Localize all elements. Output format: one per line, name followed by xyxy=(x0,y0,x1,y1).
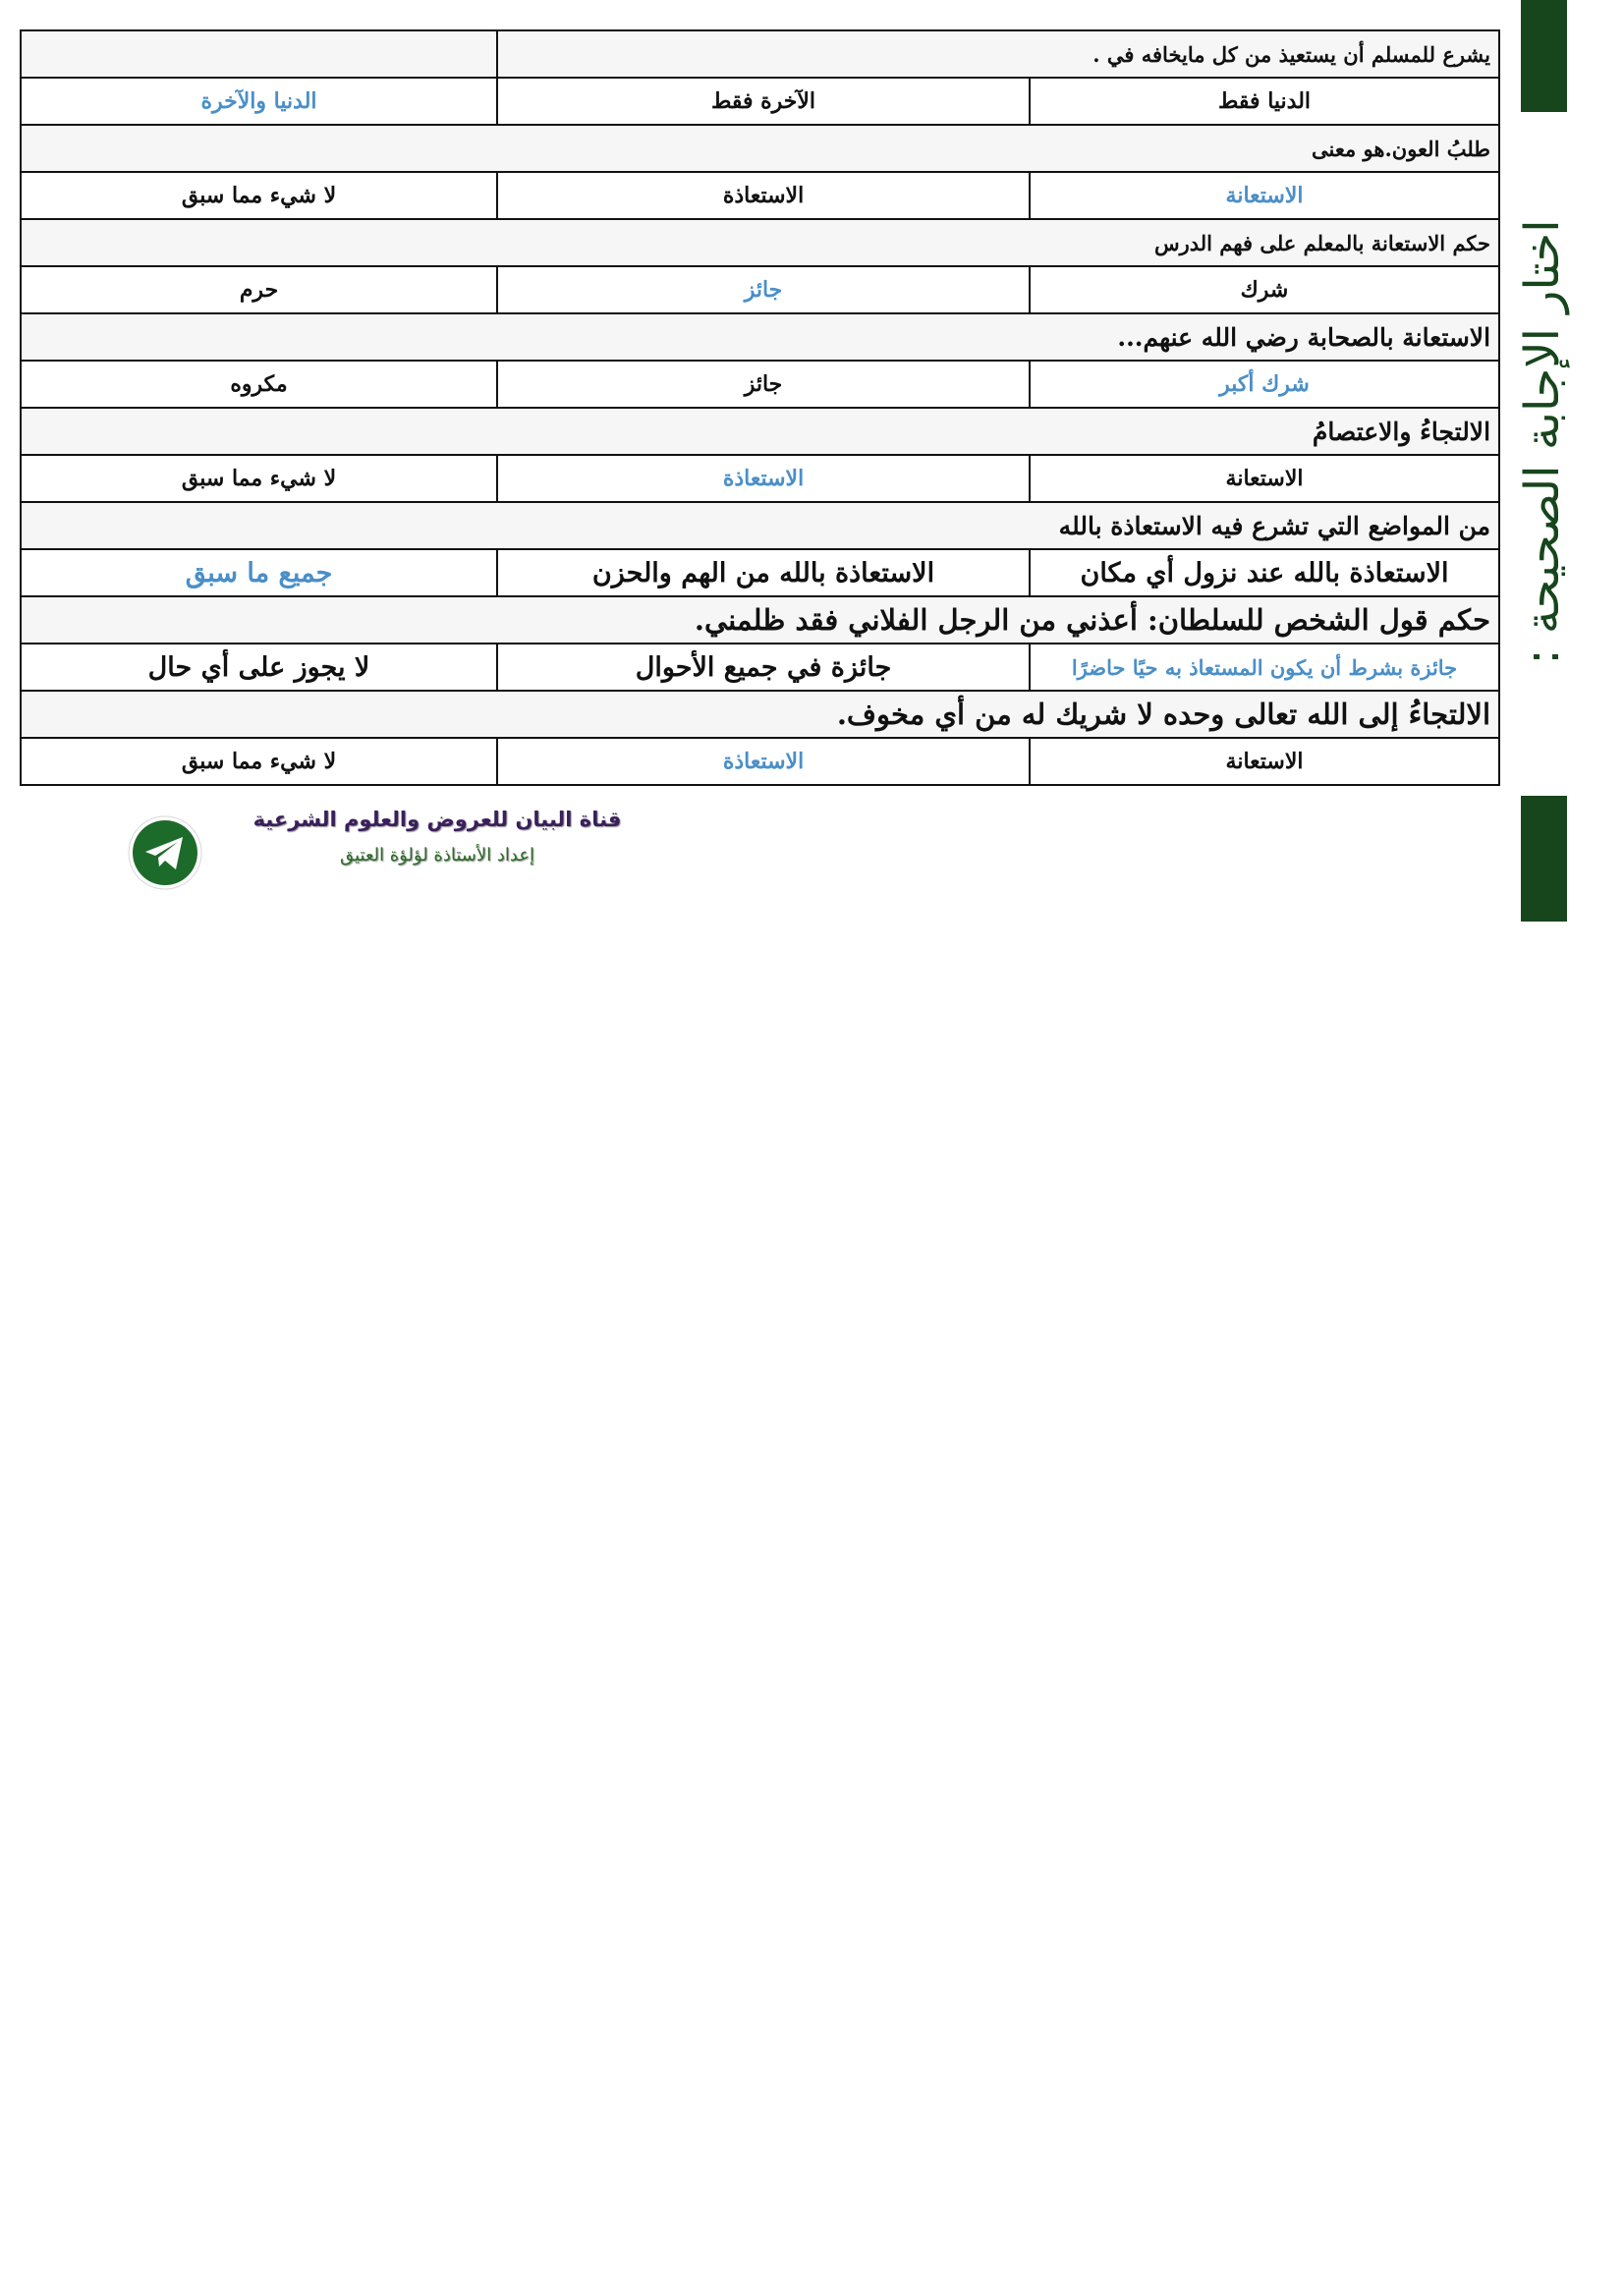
option-a[interactable]: شرك xyxy=(1030,266,1499,313)
option-c-correct[interactable]: جميع ما سبق xyxy=(21,549,497,596)
option-b[interactable]: جائز xyxy=(497,361,1030,408)
telegram-icon[interactable] xyxy=(128,815,202,890)
option-a[interactable]: الاستعاذة بالله عند نزول أي مكان xyxy=(1030,549,1499,596)
options-row xyxy=(21,455,1499,502)
option-b-correct[interactable]: جائز xyxy=(497,266,1030,313)
question-row xyxy=(21,313,1499,361)
option-c[interactable]: لا شيء مما سبق xyxy=(21,172,497,219)
option-c[interactable]: لا يجوز على أي حال xyxy=(21,644,497,691)
option-c[interactable]: مكروه xyxy=(21,361,497,408)
option-b-correct[interactable]: الاستعاذة xyxy=(497,738,1030,785)
question-text: الالتجاءُ إلى الله تعالى وحده لا شريك له من أي مخوف. xyxy=(21,691,1499,738)
option-b[interactable]: الآخرة فقط xyxy=(497,78,1030,125)
option-c[interactable]: حرم xyxy=(21,266,497,313)
blank-cell xyxy=(21,30,497,78)
side-title: اختار الإجابة الصحيحة : xyxy=(1515,219,1570,665)
footer-author: إعداد الأستاذة لؤلؤة العتيق xyxy=(339,845,535,866)
options-row xyxy=(21,361,1499,408)
question-text: حكم الاستعانة بالمعلم على فهم الدرس xyxy=(21,219,1499,266)
options-row xyxy=(21,738,1499,785)
question-row xyxy=(21,596,1499,644)
question-text: من المواضع التي تشرع فيه الاستعاذة بالله xyxy=(21,502,1499,549)
quiz-table xyxy=(20,29,1500,786)
question-text: الالتجاءُ والاعتصامُ xyxy=(21,408,1499,455)
option-c[interactable]: لا شيء مما سبق xyxy=(21,738,497,785)
question-text: الاستعانة بالصحابة رضي الله عنهم... xyxy=(21,313,1499,361)
option-a[interactable]: الدنيا فقط xyxy=(1030,78,1499,125)
option-b[interactable]: جائزة في جميع الأحوال xyxy=(497,644,1030,691)
question-text: يشرع للمسلم أن يستعيذ من كل مايخافه في . xyxy=(497,30,1499,78)
question-row xyxy=(21,408,1499,455)
option-a-correct[interactable]: الاستعانة xyxy=(1030,172,1499,219)
option-a[interactable]: الاستعانة xyxy=(1030,455,1499,502)
side-bar-top xyxy=(1521,0,1567,112)
option-b-correct[interactable]: الاستعاذة xyxy=(497,455,1030,502)
question-row xyxy=(21,219,1499,266)
question-text: طلبُ العون.هو معنى xyxy=(21,125,1499,172)
option-a[interactable]: الاستعانة xyxy=(1030,738,1499,785)
side-title-container xyxy=(1513,187,1572,698)
question-row xyxy=(21,691,1499,738)
option-c-correct[interactable]: الدنيا والآخرة xyxy=(21,78,497,125)
option-a-correct[interactable]: شرك أكبر xyxy=(1030,361,1499,408)
option-c[interactable]: لا شيء مما سبق xyxy=(21,455,497,502)
options-row xyxy=(21,266,1499,313)
options-row xyxy=(21,644,1499,691)
footer-channel-name: قناة البيان للعروض والعلوم الشرعية xyxy=(252,808,622,831)
options-row xyxy=(21,78,1499,125)
option-b[interactable]: الاستعاذة بالله من الهم والحزن xyxy=(497,549,1030,596)
option-a-correct[interactable]: جائزة بشرط أن يكون المستعاذ به حيًا حاضرًا xyxy=(1030,644,1499,691)
question-text: حكم قول الشخص للسلطان: أعذني من الرجل الفلاني فقد ظلمني. xyxy=(21,596,1499,644)
question-row xyxy=(21,125,1499,172)
side-bar-bottom xyxy=(1521,796,1567,922)
question-row xyxy=(21,30,1499,78)
option-b[interactable]: الاستعاذة xyxy=(497,172,1030,219)
question-row xyxy=(21,502,1499,549)
options-row xyxy=(21,172,1499,219)
options-row xyxy=(21,549,1499,596)
